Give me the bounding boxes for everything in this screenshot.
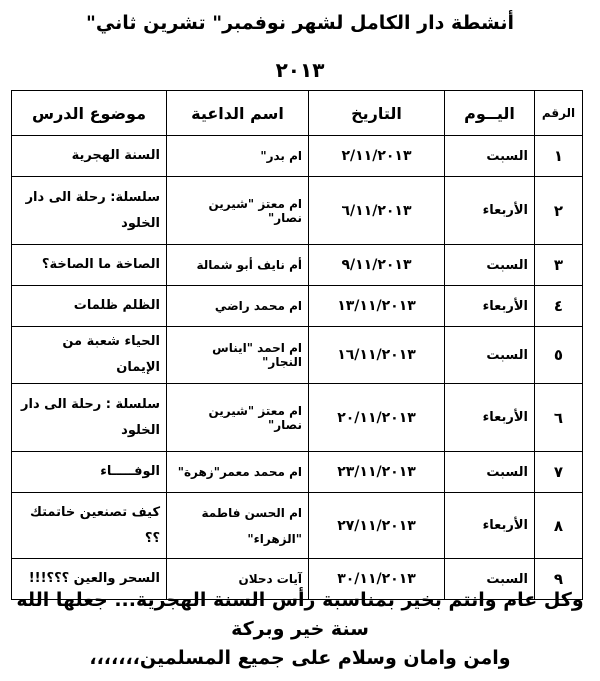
greeting-line-3: وامن وامان وسلام على جميع المسلمين،،،،،،، xyxy=(89,647,511,669)
row-date: ٦/١١/٢٠١٣ xyxy=(309,177,445,245)
row-day: الأربعاء xyxy=(445,177,535,245)
year-heading: ٢٠١٣ xyxy=(275,58,325,82)
row-num: ٤ xyxy=(535,286,583,327)
row-date: ٢٧/١١/٢٠١٣ xyxy=(309,493,445,559)
row-day: السبت xyxy=(445,245,535,286)
row-date: ٢/١١/٢٠١٣ xyxy=(309,136,445,177)
row-speaker: ام احمد "ايناس النجار" xyxy=(167,327,309,384)
row-date: ٩/١١/٢٠١٣ xyxy=(309,245,445,286)
row-date: ١٦/١١/٢٠١٣ xyxy=(309,327,445,384)
row-num: ٩ xyxy=(535,559,583,600)
row-speaker: آيات دحلان xyxy=(167,559,309,600)
row-day: السبت xyxy=(445,452,535,493)
row-day: الأربعاء xyxy=(445,286,535,327)
table-row xyxy=(12,493,583,559)
row-date: ٢٣/١١/٢٠١٣ xyxy=(309,452,445,493)
row-num: ٥ xyxy=(535,327,583,384)
header-speaker: اسم الداعية xyxy=(167,91,309,136)
greeting-line-2: سنة خير وبركة xyxy=(231,618,369,640)
table-row xyxy=(12,136,583,177)
row-topic: الوفـــــاء xyxy=(12,452,167,493)
row-speaker: ام الحسن فاطمة "الزهراء" xyxy=(167,493,309,559)
row-day: السبت xyxy=(445,559,535,600)
schedule-table xyxy=(11,90,583,600)
table-row xyxy=(12,327,583,384)
row-speaker: ام معتز "شيرين نصار" xyxy=(167,177,309,245)
greeting-line-1: وكل عام وانتم بخير بمناسبة رأس السنة الهجرية... جعلها الله xyxy=(16,589,584,611)
row-topic: السحر والعين ؟؟؟!!! xyxy=(12,559,167,600)
row-day: الأربعاء xyxy=(445,384,535,452)
table-row xyxy=(12,245,583,286)
header-date: التاريخ xyxy=(309,91,445,136)
row-date: ١٣/١١/٢٠١٣ xyxy=(309,286,445,327)
row-num: ١ xyxy=(535,136,583,177)
row-topic: سلسلة : رحلة الى دار الخلود xyxy=(12,384,167,452)
closing-greeting xyxy=(10,586,590,673)
row-topic: السنة الهجرية xyxy=(12,136,167,177)
row-speaker: ام محمد معمر"زهرة" xyxy=(167,452,309,493)
row-topic: سلسلة: رحلة الى دار الخلود xyxy=(12,177,167,245)
row-num: ٢ xyxy=(535,177,583,245)
row-num: ٣ xyxy=(535,245,583,286)
row-num: ٦ xyxy=(535,384,583,452)
row-topic: كيف تصنعين خاتمتك ؟؟ xyxy=(12,493,167,559)
table-header-row xyxy=(12,91,583,136)
table-row xyxy=(12,452,583,493)
page-title: أنشطة دار الكامل لشهر نوفمبر" تشرين ثاني" xyxy=(85,12,515,34)
row-num: ٨ xyxy=(535,493,583,559)
header-day: اليــوم xyxy=(445,91,535,136)
row-date: ٣٠/١١/٢٠١٣ xyxy=(309,559,445,600)
row-topic: الظلم ظلمات xyxy=(12,286,167,327)
row-speaker: أم نايف أبو شمالة xyxy=(167,245,309,286)
header-topic: موضوع الدرس xyxy=(12,91,167,136)
row-day: السبت xyxy=(445,327,535,384)
row-num: ٧ xyxy=(535,452,583,493)
row-topic: الحياء شعبة من الإيمان xyxy=(12,327,167,384)
row-speaker: ام محمد راضي xyxy=(167,286,309,327)
row-speaker: ام معتز "شيرين نصار" xyxy=(167,384,309,452)
table-row xyxy=(12,286,583,327)
table-row xyxy=(12,177,583,245)
header-num: الرقم xyxy=(535,91,583,136)
row-date: ٢٠/١١/٢٠١٣ xyxy=(309,384,445,452)
row-day: السبت xyxy=(445,136,535,177)
row-speaker: ام بدر" xyxy=(167,136,309,177)
row-day: الأربعاء xyxy=(445,493,535,559)
row-topic: الصاخة ما الصاخة؟ xyxy=(12,245,167,286)
table-row xyxy=(12,384,583,452)
